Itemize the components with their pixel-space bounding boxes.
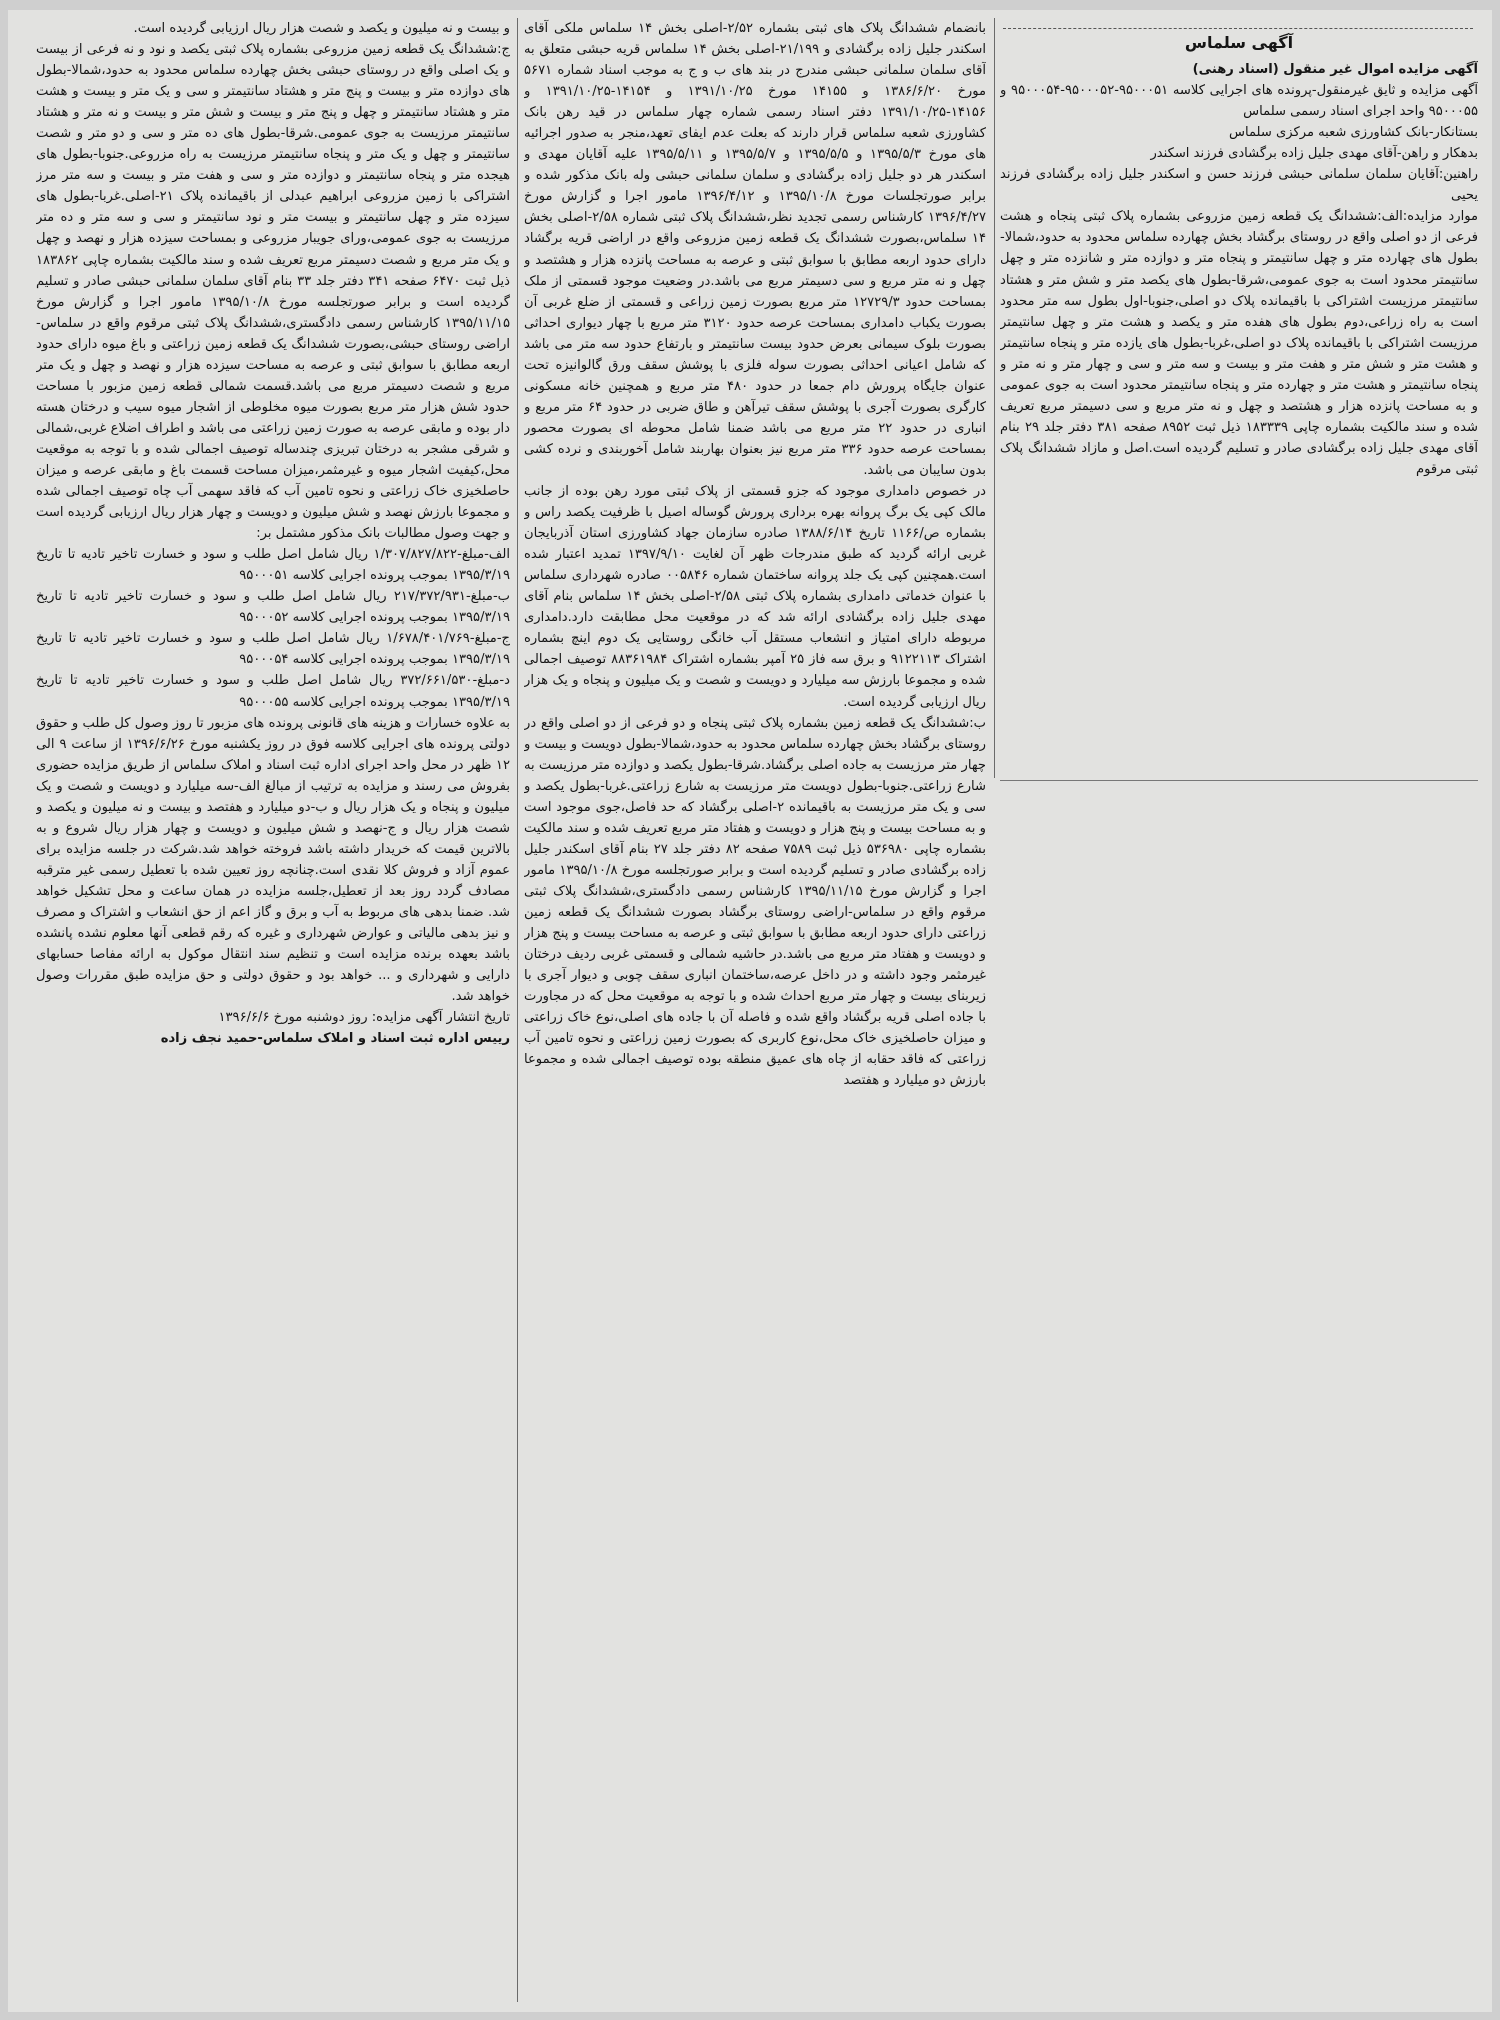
- right-paragraph: آگهی مزایده و ثایق غیرمنقول-پرونده های اجرایی کلاسه ۹۵۰۰۰۵۱-۹۵۰۰۰۵۲-۹۵۰۰۰۵۴ و ۹۵۰۰۰۵۵ واحد اجرای اسناد رسمی سلماس: [1000, 83, 1478, 120]
- column-left: [36, 18, 510, 2002]
- right-paragraph: راهنین:آقایان سلمان سلمانی حبشی فرزند حسن و اسکندر جلیل زاده برگشادی فرزند یحیی: [1000, 167, 1478, 204]
- notice-subtitle: آگهی مزایده اموال غیر منقول (اسناد رهنی): [1192, 62, 1478, 78]
- column-divider: [517, 18, 518, 2002]
- column-right: [1000, 18, 1478, 778]
- right-paragraph: بستانکار-بانک کشاورزی شعبه مرکزی سلماس: [1229, 125, 1478, 141]
- notice-box-bottom-border: [1000, 780, 1478, 781]
- auction-terms: به علاوه خسارات و هزینه های قانونی پرونده های مزبور تا روز وصول کل طلب و حقوق دولتی پرونده های اجرایی کلاسه فوق در روز یکشنبه مورخ ۱۳۹۶/۶/۲۶ از ساعت ۹ الی ۱۲ ظهر در محل واحد اجرای اداره ثبت اسناد و املاک سلماس از طریق مزایده حضوری بفروش می رسند و مزایده به ترتیب از مبالغ الف-سه میلیارد و دویست و شصت و یک میلیون و پنجاه و یک هزار ریال و ب-دو میلیارد و هفتصد و بیست و نه میلیون و یکصد و شصت هزار ریال و ج-نهصد و شش میلیون و دویست و چهار هزار ریال شروع و به بالاترین قیمت که خریدار داشته باشد فروخته خواهد شد.شرکت در جلسه مزایده برای عموم آزاد و فروش کلا نقدی است.چنانچه روز تعیین شده با تعطیل رسمی غیر مترقبه مصادف گردد روز بعد از تعطیل،جلسه مزایده در همان ساعت و محل تشکیل خواهد شد. ضمنا بدهی های مربوط به آب و برق و گاز اعم از حق انشعاب و اشتراک و مصرف و نیز بدهی مالیاتی و عوارض شهرداری و غیره که رقم قطعی آنها معلوم نشده پانشده باشد بعهده برنده مزایده است و تنظیم سند انتقال موکول به ارائه مفاصا حسابهای دارایی و شهرداری و ... خواهد بود و حقوق دولتی و حق مزایده طبق مقررات وصول خواهد شد.: [36, 715, 510, 1005]
- debt-item-b: ب-مبلغ-۲۱۷/۳۷۲/۹۳۱ ریال شامل اصل طلب و سود و خسارت تاخیر تادیه تا تاریخ ۱۳۹۵/۳/۱۹ بموجب پرونده اجرایی کلاسه ۹۵۰۰۰۵۲: [36, 589, 510, 626]
- left-paragraph: و بیست و نه میلیون و یکصد و شصت هزار ریال ارزیابی گردیده است.: [133, 21, 510, 36]
- column-divider: [994, 18, 995, 778]
- middle-paragraph: بانضمام ششدانگ پلاک های ثبتی بشماره ۲/۵۲-اصلی بخش ۱۴ سلماس ملکی آقای اسکندر جلیل زاده برگشادی و ۲۱/۱۹۹-اصلی بخش ۱۴ سلماس قریه حبشی متعلق به آقای سلمان سلمانی حبشی مندرج در بند های ب و ج به موجب اسناد شماره ۵۶۷۱ مورخ ۱۳۸۶/۶/۲۰ و ۱۴۱۵۵ مورخ ۱۳۹۱/۱۰/۲۵ و ۱۴۱۵۴-۱۳۹۱/۱۰/۲۵ و ۱۴۱۵۶-۱۳۹۱/۱۰/۲۵ دفتر اسناد رسمی شماره چهار سلماس در قید رهن بانک کشاورزی شعبه سلماس قرار دارند که بعلت عدم ایفای تعهد،منجر به صدور اجرائیه های مورخ ۱۳۹۵/۵/۳ و ۱۳۹۵/۵/۵ و ۱۳۹۵/۵/۷ و ۱۳۹۵/۵/۱۱ علیه آقایان مهدی و اسکندر هر دو جلیل زاده برگشادی و سلمان سلمانی حبشی وله بانک مذکور شده و برابر صورتجلسات مورخ ۱۳۹۵/۱۰/۸ و ۱۳۹۶/۴/۱۲ مامور اجرا و گزارش مورخ ۱۳۹۶/۴/۲۷ کارشناس رسمی تجدید نظر،ششدانگ پلاک ثبتی شماره ۲/۵۸-اصلی بخش ۱۴ سلماس،بصورت ششدانگ یک قطعه زمین مزروعی واقع در اراضی قریه برگشاد دارای حدود اربعه مطابق با سوابق ثبتی و عرصه به مساحت پانزده هزار و هشتصد و چهل و نه متر مربع و سی دسیمتر مربع می باشد.در وضعیت موجود قسمتی از ملک بمساحت حدود ۱۲۷۲۹/۳ متر مربع بصورت زمین زراعی و قسمتی از ضلع غربی آن بصورت یکباب دامداری بمساحت عرصه حدود ۳۱۲۰ متر مربع با چهار دیواری احداثی بصورت بلوک سیمانی بعرض حدود بیست سانتیمتر و بارتفاع حدود سه متر می باشد که شامل اعیانی احداثی بصورت سوله فلزی با پوشش سقف ورق گالوانیزه تحت عنوان جایگاه پرورش دام جمعا در حدود ۴۸۰ متر مربع و همچنین خانه مسکونی کارگری بصورت آجری با پوشش سقف تیرآهن و طاق ضربی در حدود ۶۴ متر مربع و انباری در حدود ۲۲ متر مربع می باشد ضمنا شامل محوطه ای بصورت محصور بمساحت عرصه حدود ۳۳۶ متر مربع نیز بعنوان بهاربند شامل آخوربندی و نرده کشی بدون سایبان می باشد.: [524, 21, 986, 478]
- middle-paragraph: در خصوص دامداری موجود که جزو قسمتی از پلاک ثبتی مورد رهن بوده از جانب مالک کپی یک برگ پروانه بهره برداری پرورش گوساله اصیل با ظرفیت یکصد راس و بشماره ص/۱۱۶۶ تاریخ ۱۳۸۸/۶/۱۴ صادره سازمان جهاد کشاورزی استان آذربایجان غربی ارائه گردید که طبق مندرجات ظهر آن لغایت ۱۳۹۷/۹/۱۰ تمدید اعتبار شده است.همچنین کپی یک جلد پروانه ساختمان شماره ۰۰۵۸۴۶ صادره شهرداری سلماس با عنوان خدماتی دامداری بشماره پلاک ثبتی ۲/۵۸-اصلی بخش ۱۴ سلماس بنام آقای مهدی جلیل زاده برگشادی ارائه شد که در موقعیت محل مطابقت دارد.دامداری مربوطه دارای امتیاز و انشعاب مستقل آب خانگی روستایی یک دوم اینچ بشماره اشتراک ۹۱۲۲۱۱۳ و برق سه فاز ۲۵ آمپر بشماره اشتراک ۸۸۳۶۱۹۸۴ توصیف اجمالی شده و مجموعا بارزش سه میلیارد و دویست و شصت و یک میلیون و پنجاه و یک هزار ریال ارزیابی گردیده است.: [524, 484, 986, 710]
- left-paragraph: ج:ششدانگ یک قطعه زمین مزروعی بشماره پلاک ثبتی یکصد و نود و نه فرعی از بیست و یک اصلی واقع در روستای حبشی بخش چهارده سلماس محدود به حدود،شمالا-بطول های دوازده متر و بیست و پنج متر و هشتاد سانتیمتر و سی و یک متر و بیست و هشت متر و هشتاد سانتیمتر و چهل و پنج متر و بیست و شش متر و بیست و نه متر و هشتاد سانتیمتر مرزیست به جوی عمومی.شرقا-بطول های ده متر و سی و دو متر و شصت سانتیمتر و چهل و یک متر و پنجاه سانتیمتر مرزیست به راه مزروعی.جنوبا-بطول های هیجده متر و پنجاه سانتیمتر و دوازده متر و سی و هفت متر و بیست و سه متر مرز اشتراکی با زمین مزروعی ابراهیم عبدلی از باقیمانده پلاک ۲۱-اصلی.غربا-بطول های سیزده متر و چهل سانتیمتر و بیست متر و نود سانتیمتر و سی و سه متر و ده متر مرزیست به جوی عمومی،ورای جویبار مزروعی و بمساحت سیزده هزار و نهصد و چهل و یک متر مربع و شصت دسیمتر مربع تعریف شده و سند مالکیت بشماره چاپی ۱۸۳۸۶۲ ذیل ثبت ۶۴۷۰ صفحه ۳۴۱ دفتر جلد ۳۳ بنام آقای سلمان سلمانی حبشی صادر و تسلیم گردیده است و برابر صورتجلسه مورخ ۱۳۹۵/۱۰/۸ مامور اجرا و گزارش مورخ ۱۳۹۵/۱۱/۱۵ کارشناس رسمی دادگستری،ششدانگ پلاک ثبتی مرقوم واقع در سلماس-اراضی روستای حبشی،بصورت ششدانگ یک قطعه زمین زراعتی و باغ میوه دارای حدود اربعه مطابق با سوابق ثبتی و عرصه به مساحت سیزده هزار و نهصد و چهل و یک متر مربع و شصت دسیمتر مربع می باشد.قسمت شمالی قطعه زمین مزبور با مساحت حدود شش هزار متر مربع بصورت میوه مخلوطی از اشجار میوه سیب و درختان هسته دار بوده و مابقی عرصه به صورت زمین زراعتی می باشد و اطراف اضلاع غربی،شمالی و شرقی مشجر به درختان تبریزی چندساله توصیف اجمالی شده و با توجه به موقعیت محل،کیفیت اشجار میوه و غیرمثمر،میزان مساحت قسمت باغ و مابقی عرصه و میزان حاصلخیزی خاک زراعتی و نحوه تامین آب که فاقد سهمی آب چاه توصیف اجمالی شده و مجموعا بارزش نهصد و شش میلیون و دویست و چهار هزار ریال ارزیابی گردیده است و جهت وصول مطالبات بانک مذکور مشتمل بر:: [36, 42, 510, 542]
- notice-title: آگهی سلماس: [1184, 33, 1294, 52]
- newspaper-clipping: [8, 10, 1492, 2012]
- debt-item-c: ج-مبلغ-۱/۶۷۸/۴۰۱/۷۶۹ ریال شامل اصل طلب و سود و خسارت تاخیر تادیه تا تاریخ ۱۳۹۵/۳/۱۹ بموجب پرونده اجرایی کلاسه ۹۵۰۰۰۵۴: [36, 631, 510, 668]
- publish-date: تاریخ انتشار آگهی مزایده: روز دوشنبه مورخ ۱۳۹۶/۶/۶: [218, 1010, 510, 1026]
- signature: رییس اداره ثبت اسناد و املاک سلماس-حمید نجف زاده: [160, 1031, 510, 1047]
- right-paragraph: موارد مزایده:الف:ششدانگ یک قطعه زمین مزروعی بشماره پلاک ثبتی پنجاه و هشت فرعی از دو اصلی واقع در روستای برگشاد بخش چهارده سلماس محدود به حدود،شمالا-بطول های چهارده متر و چهل سانتیمتر و پنجاه متر و دوازده متر و شانزده متر و چهل سانتیمتر محدود است به جوی عمومی،شرقا-بطول های یکصد متر و شش متر و هشتاد سانتیمتر مرزیست اشتراکی با باقیمانده پلاک دو اصلی،جنوبا-اول بطول سه متر محدود است به راه زراعی،دوم بطول های هفده متر و یکصد و هشت متر و چهل سانتیمتر مرزیست اشتراکی با باقیمانده پلاک دو اصلی،غربا-بطول های یازده متر و پنجاه سانتیمتر و هشت متر و شش متر و هفت متر و بیست و سه متر و سی و چهار متر و نه متر و پنجاه سانتیمتر و هشت متر و چهارده متر و پنجاه سانتیمتر محدود است به جوی عمومی و به مساحت پانزده هزار و هشتصد و چهل و نه متر مربع و سی دسیمتر مربع تعریف شده و سند مالکیت بشماره چاپی ۱۸۳۳۳۹ ذیل ثبت ۸۹۵۲ صفحه ۳۸۱ دفتر جلد ۲۹ بنام آقای مهدی جلیل زاده برگشادی صادر و تسلیم گردیده است.اصل و مازاد ششدانگ پلاک ثبتی مرقوم: [1000, 209, 1478, 477]
- middle-paragraph: ب:ششدانگ یک قطعه زمین بشماره پلاک ثبتی پنجاه و دو فرعی از دو اصلی واقع در روستای برگشاد بخش چهارده سلماس محدود به حدود،شمالا-بطول دویست و بیست و چهار متر مرزیست به جاده اصلی برگشاد.شرقا-بطول یکصد و دوازده متر مرزیست به شارع زراعتی.جنوبا-بطول دویست متر مرزیست به شارع زراعتی.غربا-بطول یکصد و سی و یک متر مرزیست به باقیمانده ۲-اصلی برگشاد که حد فاصل،جوی موجود است و به مساحت بیست و پنج هزار و دویست و هفتاد متر مربع تعریف شده و سند مالکیت بشماره چاپی ۵۳۶۹۸۰ ذیل ثبت ۷۵۸۹ صفحه ۸۲ دفتر جلد ۲۷ بنام آقای اسکندر جلیل زاده برگشادی صادر و تسلیم گردیده است و برابر صورتجلسه مورخ ۱۳۹۵/۱۰/۸ مامور اجرا و گزارش مورخ ۱۳۹۵/۱۱/۱۵ کارشناس رسمی دادگستری،ششدانگ پلاک ثبتی مرقوم واقع در سلماس-اراضی روستای برگشاد بصورت ششدانگ یک قطعه زمین زراعتی دارای حدود اربعه مطابق با سوابق ثبتی و عرصه به مساحت بیست و پنج هزار و دویست و هفتاد متر مربع می باشد.در حاشیه شمالی و قسمتی غربی ردیف درختان غیرمثمر وجود داشته و در داخل عرصه،ساختمان انباری سقف چوبی و دیوار آجری با زیربنای بیست و چهار متر مربع احداث شده و با توجه به موقعیت محل که در مجاورت با جاده اصلی قریه برگشاد واقع شده و فاصله آن با جاده های اصلی،نوع خاک زراعتی و میزان حاصلخیزی خاک محل،نوع کاربری که بصورت زمین زراعتی و نحوه تامین آب زراعتی که فاقد حقابه از چاه های عمیق منطقه بوده توصیف اجمالی شده و مجموعا بارزش دو میلیارد و هفتصد: [524, 715, 986, 1089]
- debt-item-a: الف-مبلغ-۱/۳۰۷/۸۲۷/۸۲۲ ریال شامل اصل طلب و سود و خسارت تاخیر تادیه تا تاریخ ۱۳۹۵/۳/۱۹ بموجب پرونده اجرایی کلاسه ۹۵۰۰۰۵۱: [36, 547, 510, 584]
- right-paragraph: بدهکار و راهن-آقای مهدی جلیل زاده برگشادی فرزند اسکندر: [1150, 146, 1478, 162]
- debt-item-d: د-مبلغ-۳۷۲/۶۶۱/۵۳۰ ریال شامل اصل طلب و سود و خسارت تاخیر تادیه تا تاریخ ۱۳۹۵/۳/۱۹ بموجب پرونده اجرایی کلاسه ۹۵۰۰۰۵۵: [36, 673, 510, 710]
